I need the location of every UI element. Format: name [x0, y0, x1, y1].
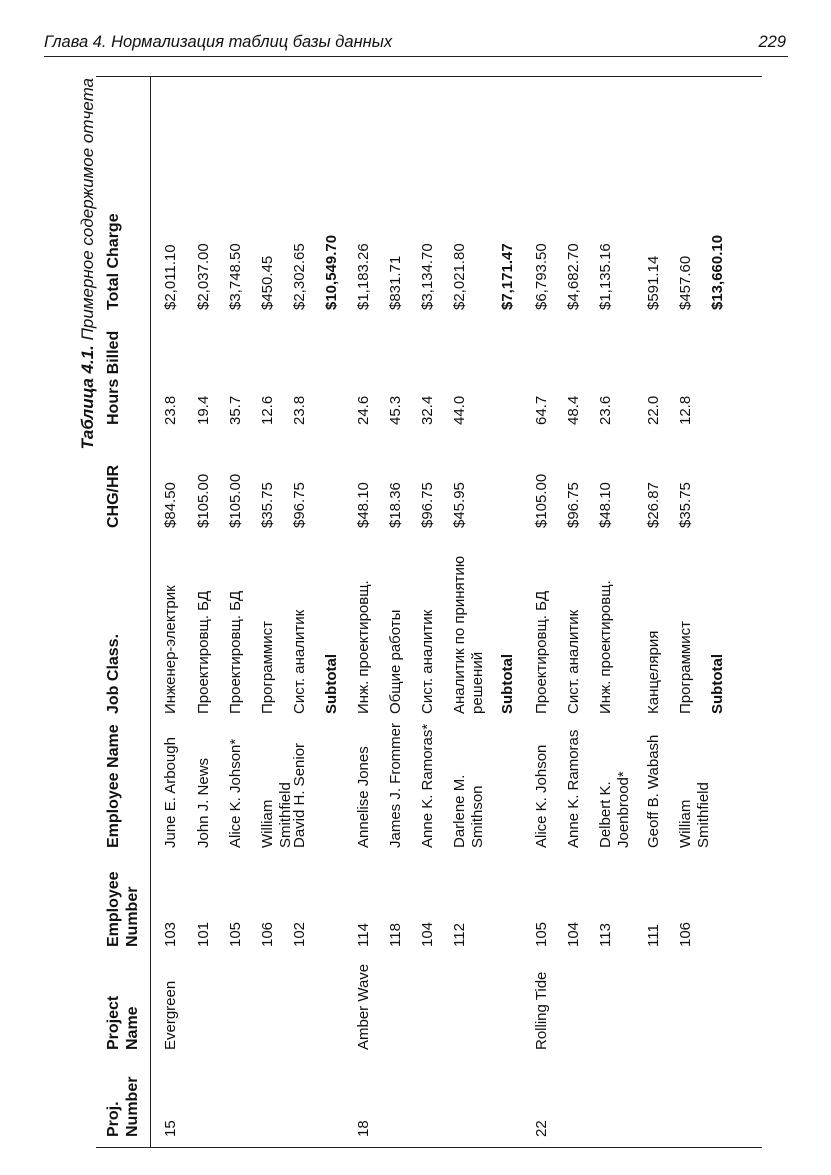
column-header-employee-number: Employee Number — [105, 871, 141, 947]
table-cell-hours-billed: 23.6 — [597, 395, 614, 425]
table-cell-total-charge: $457.60 — [677, 255, 694, 310]
table-cell-hours-billed: 19.4 — [195, 395, 212, 425]
table-cell-job-class: Сист. аналитик — [291, 609, 308, 714]
table-cell-job-class: Проектировщ. БД — [195, 590, 212, 714]
column-header-hours-billed: Hours Billed — [105, 330, 122, 425]
column-header-project-name: Project Name — [105, 995, 141, 1050]
header-rule — [150, 77, 151, 1147]
table-cell-hours-billed: 22.0 — [645, 395, 662, 425]
table-cell-hours-billed: 44.0 — [451, 395, 468, 425]
report-table — [96, 76, 762, 1148]
table-cell-hours-billed: 45.3 — [387, 395, 404, 425]
table-cell-chg-hr: $84.50 — [162, 482, 179, 528]
table-cell-employee-name: Alice K. Johson — [533, 744, 550, 848]
table-cell-employee-number: 101 — [195, 921, 212, 947]
table-cell-employee-number: 103 — [162, 921, 179, 947]
table-cell-employee-number: 112 — [451, 923, 468, 947]
table-cell-job-class: Канцелярия — [645, 630, 662, 714]
table-cell-total-charge: $450.45 — [259, 255, 276, 310]
table-cell-employee-name: June E. Arbough — [162, 737, 179, 848]
table-cell-total-charge: $1,135.16 — [597, 243, 614, 310]
table-cell-project-name: Rolling Tide — [533, 971, 550, 1050]
table-cell-proj-number: 18 — [355, 1120, 372, 1137]
rotated-table-region — [70, 78, 770, 1148]
subtotal-label: Subtotal — [323, 654, 340, 714]
column-header-job-class: Job Class. — [105, 633, 122, 714]
table-cell-job-class: Общие работы — [387, 609, 404, 714]
table-cell-employee-name: James J. Frommer — [387, 722, 404, 848]
table-cell-chg-hr: $96.75 — [565, 482, 582, 528]
column-header-total-charge: Total Charge — [105, 213, 122, 310]
caption-number: Таблица 4.1. — [78, 345, 97, 450]
table-cell-job-class: Инж. проектировщ. — [355, 580, 372, 714]
table-cell-job-class: Проектировщ. БД — [227, 590, 244, 714]
table-cell-employee-number: 106 — [259, 921, 276, 947]
table-cell-total-charge: $2,037.00 — [195, 243, 212, 310]
table-cell-job-class: Аналитик по принятию решений — [451, 555, 486, 714]
caption-text: Примерное содержимое отчета — [78, 78, 97, 341]
subtotal-value: $13,660.10 — [709, 234, 726, 310]
table-cell-job-class: Инж. проектировщ. — [597, 580, 614, 714]
table-cell-total-charge: $591.14 — [645, 255, 662, 310]
table-cell-total-charge: $3,748.50 — [227, 243, 244, 310]
table-cell-employee-name: John J. News — [195, 757, 212, 848]
table-cell-hours-billed: 23.8 — [162, 395, 179, 425]
table-cell-employee-name: William Smithfield — [259, 782, 294, 848]
table-cell-employee-number: 102 — [291, 921, 308, 947]
table-cell-employee-name: David H. Senior — [291, 742, 308, 848]
table-cell-chg-hr: $96.75 — [419, 482, 436, 528]
table-cell-total-charge: $2,011.10 — [162, 244, 179, 310]
table-cell-total-charge: $831.71 — [387, 255, 404, 310]
table-cell-chg-hr: $48.10 — [597, 482, 614, 528]
table-cell-chg-hr: $35.75 — [677, 482, 694, 528]
table-cell-project-name: Amber Wave — [355, 963, 372, 1050]
table-cell-chg-hr: $105.00 — [195, 473, 212, 528]
table-cell-total-charge: $2,021.80 — [451, 243, 468, 310]
table-cell-total-charge: $4,682.70 — [565, 243, 582, 310]
table-cell-employee-name: Delbert K. Joenbrood* — [597, 771, 632, 848]
table-cell-job-class: Программист — [677, 621, 694, 714]
table-cell-job-class: Инженер-электрик — [162, 585, 179, 714]
table-cell-hours-billed: 32.4 — [419, 395, 436, 425]
table-cell-employee-name: Annelise Jones — [355, 746, 372, 848]
table-cell-employee-name: Darlene M. Smithson — [451, 774, 486, 848]
table-cell-job-class: Сист. аналитик — [419, 609, 436, 714]
table-cell-proj-number: 15 — [162, 1120, 179, 1137]
table-cell-chg-hr: $45.95 — [451, 482, 468, 528]
table-cell-employee-number: 114 — [355, 923, 372, 947]
column-header-proj-number: Proj. Number — [105, 1076, 141, 1137]
table-cell-employee-number: 104 — [419, 921, 436, 947]
subtotal-value: $7,171.47 — [499, 243, 516, 310]
table-cell-hours-billed: 35.7 — [227, 395, 244, 425]
table-cell-job-class: Сист. аналитик — [565, 609, 582, 714]
table-cell-hours-billed: 12.8 — [677, 395, 694, 425]
chapter-title: Глава 4. Нормализация таблиц базы данных — [44, 33, 393, 51]
page-number: 229 — [758, 33, 786, 51]
subtotal-label: Subtotal — [709, 654, 726, 714]
table-cell-total-charge: $6,793.50 — [533, 243, 550, 310]
table-cell-chg-hr: $35.75 — [259, 482, 276, 528]
table-cell-employee-number: 118 — [387, 923, 404, 947]
table-cell-hours-billed: 64.7 — [533, 395, 550, 425]
table-cell-job-class: Программист — [259, 621, 276, 714]
table-cell-employee-number: 113 — [597, 923, 614, 947]
table-cell-hours-billed: 24.6 — [355, 395, 372, 425]
subtotal-value: $10,549.70 — [323, 234, 340, 310]
table-cell-project-name: Evergreen — [162, 980, 179, 1050]
table-cell-total-charge: $3,134.70 — [419, 243, 436, 310]
column-header-employee-name: Employee Name — [105, 724, 122, 848]
table-cell-chg-hr: $105.00 — [533, 473, 550, 528]
table-cell-total-charge: $1,183.26 — [355, 243, 372, 310]
table-cell-employee-number: 105 — [533, 921, 550, 947]
table-cell-employee-number: 104 — [565, 921, 582, 947]
column-header-chg-hr: CHG/HR — [105, 464, 122, 528]
table-cell-employee-name: Alice K. Johson* — [227, 738, 244, 848]
table-cell-job-class: Проектировщ. БД — [533, 590, 550, 714]
table-cell-chg-hr: $26.87 — [645, 482, 662, 528]
table-cell-hours-billed: 48.4 — [565, 395, 582, 425]
table-cell-employee-name: Anne K. Ramoras — [565, 729, 582, 848]
table-cell-chg-hr: $18.36 — [387, 482, 404, 528]
table-cell-hours-billed: 12.6 — [259, 395, 276, 425]
subtotal-label: Subtotal — [499, 654, 516, 714]
table-cell-chg-hr: $96.75 — [291, 482, 308, 528]
table-cell-hours-billed: 23.8 — [291, 395, 308, 425]
table-cell-employee-number: 111 — [645, 924, 662, 947]
page-header — [44, 30, 788, 57]
table-cell-employee-name: William Smithfield — [677, 782, 712, 848]
table-cell-employee-number: 105 — [227, 921, 244, 947]
table-cell-employee-number: 106 — [677, 921, 694, 947]
table-cell-employee-name: Anne K. Ramoras* — [419, 723, 436, 848]
table-cell-employee-name: Geoff B. Wabash — [645, 734, 662, 848]
table-cell-chg-hr: $48.10 — [355, 482, 372, 528]
table-cell-chg-hr: $105.00 — [227, 473, 244, 528]
table-cell-total-charge: $2,302.65 — [291, 243, 308, 310]
table-cell-proj-number: 22 — [533, 1120, 550, 1137]
